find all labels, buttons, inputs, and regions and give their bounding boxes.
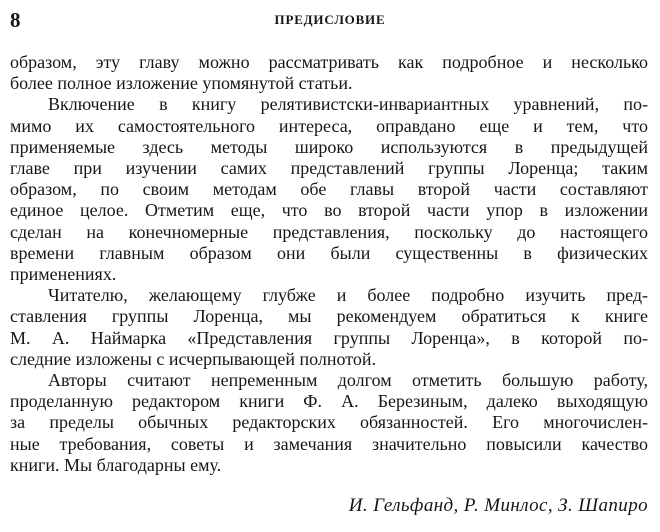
text-line: образом, по своим методам обе главы второй части составляют: [10, 179, 648, 200]
text-line: книги. Мы благодарны ему.: [10, 454, 222, 475]
text-line: единое целое. Отметим еще, что во второй части упор в изложении: [10, 200, 648, 221]
text-line: мимо их самостоятельного интереса, оправдано еще и тем, что: [10, 115, 648, 136]
paragraph-4: [10, 370, 648, 476]
text-line: применениях.: [10, 264, 117, 285]
paragraph-1: [10, 52, 648, 94]
body-text: [10, 52, 648, 476]
running-title: ПРЕДИСЛОВИЕ: [274, 12, 386, 27]
text-line: следние изложены с исчерпывающей полнотой.: [10, 348, 377, 369]
page-number: 8: [10, 8, 21, 32]
text-line: Включение в книгу релятивистски-инвариантных уравнений, по-: [48, 94, 648, 115]
text-line: применяемые здесь методы широко используются в предыдущей: [10, 136, 648, 157]
text-line: за пределы обычных редакторских обязанностей. Его многочислен-: [10, 412, 648, 433]
text-line: ные требования, советы и замечания значительно повысили качество: [10, 433, 648, 454]
paragraph-2: [10, 94, 648, 285]
page-header: [10, 8, 650, 32]
text-line: образом, эту главу можно рассматривать как подробное и несколько: [10, 52, 648, 72]
text-line: Читателю, желающему глубже и более подробно изучить пред-: [48, 285, 648, 306]
paragraph-3: [10, 285, 648, 370]
author-signature: И. Гельфанд, Р. Минлос, З. Шапиро: [348, 495, 648, 516]
text-line: времени главным образом они были существенны в физических: [10, 242, 648, 263]
text-line: сделан на конечномерные представления, поскольку до настоящего: [10, 221, 648, 242]
text-line: М. А. Наймарка «Представления группы Лоренца», в которой по-: [10, 327, 648, 348]
text-line: главе при изучении самих представлений группы Лоренца; таким: [10, 158, 648, 179]
text-line: Авторы считают непременным долгом отметить большую работу,: [48, 370, 648, 391]
text-line: более полное изложение упомянутой статьи.: [10, 73, 353, 94]
text-line: ставления группы Лоренца, мы рекомендуем обратиться к книге: [10, 306, 648, 327]
text-line: проделанную редактором книги Ф. А. Березиным, далеко выходящую: [10, 391, 648, 412]
